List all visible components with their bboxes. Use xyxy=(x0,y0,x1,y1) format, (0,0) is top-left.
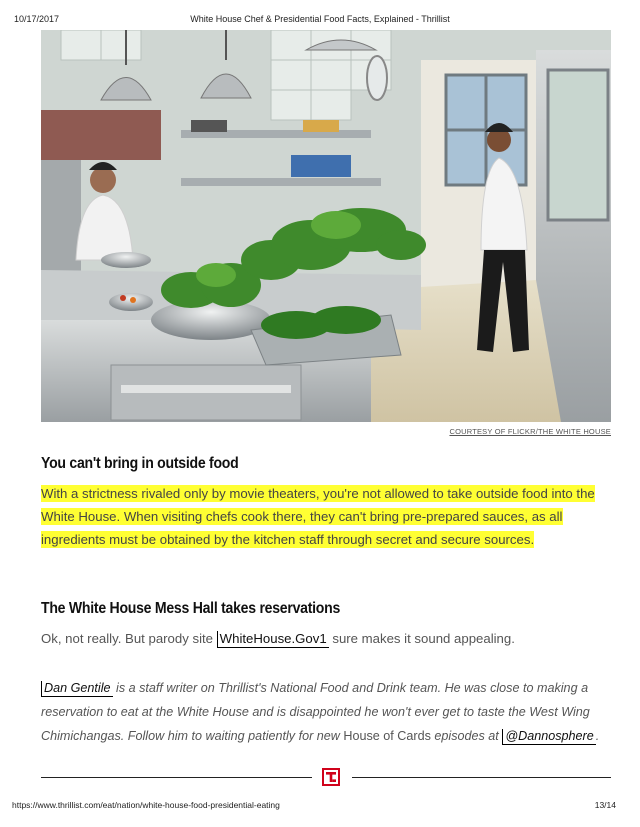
bio-text: is a staff writer on Thrillist's National Food and Drink team. He was close to making a xyxy=(112,681,589,695)
thrillist-logo-icon xyxy=(322,768,340,786)
section-paragraph-outside-food xyxy=(41,482,616,551)
bio-text: episodes at xyxy=(430,729,503,743)
section-heading-outside-food: You can't bring in outside food xyxy=(41,455,239,472)
divider-line xyxy=(352,777,611,778)
kitchen-photo xyxy=(41,30,611,422)
section-heading-mess-hall: The White House Mess Hall takes reservations xyxy=(41,600,341,617)
paragraph-text: sure makes it sound appealing. xyxy=(328,631,515,646)
paragraph-text: Ok, not really. But parody site xyxy=(41,631,217,646)
kitchen-photo-illustration xyxy=(41,30,611,422)
print-url: https://www.thrillist.com/eat/nation/white-house-food-presidential-eating xyxy=(12,800,280,810)
section-paragraph-mess-hall xyxy=(41,627,616,650)
print-page-title: White House Chef & Presidential Food Facts, Explained - Thrillist xyxy=(190,14,450,24)
bio-text: Chimichangas. Follow him to waiting patiently for new xyxy=(41,729,344,743)
highlighted-line: White House. When visiting chefs cook there, they can't bring pre-prepared sauces, as all xyxy=(41,509,563,524)
whitehouse-gov1-link[interactable]: WhiteHouse.Gov1 xyxy=(217,631,329,648)
show-title: House of Cards xyxy=(343,729,431,743)
page-number: 13/14 xyxy=(594,800,616,810)
bio-text: . xyxy=(595,729,600,743)
divider-line xyxy=(41,777,312,778)
author-link[interactable]: Dan Gentile xyxy=(41,681,113,697)
twitter-handle-link[interactable]: @Dannosphere xyxy=(502,729,595,745)
bio-text: reservation to eat at the White House and is disappointed he won't ever get to taste the West Wing xyxy=(41,705,590,719)
print-header xyxy=(0,0,640,26)
highlighted-line: ingredients must be obtained by the kitchen staff through secret and secure sources. xyxy=(41,532,535,547)
author-bio xyxy=(41,676,616,748)
photo-credit[interactable]: COURTESY OF FLICKR/THE WHITE HOUSE xyxy=(449,427,611,436)
highlighted-line: With a strictness rivaled only by movie theaters, you're not allowed to take outside food into the xyxy=(41,486,595,501)
print-date: 10/17/2017 xyxy=(14,14,60,24)
